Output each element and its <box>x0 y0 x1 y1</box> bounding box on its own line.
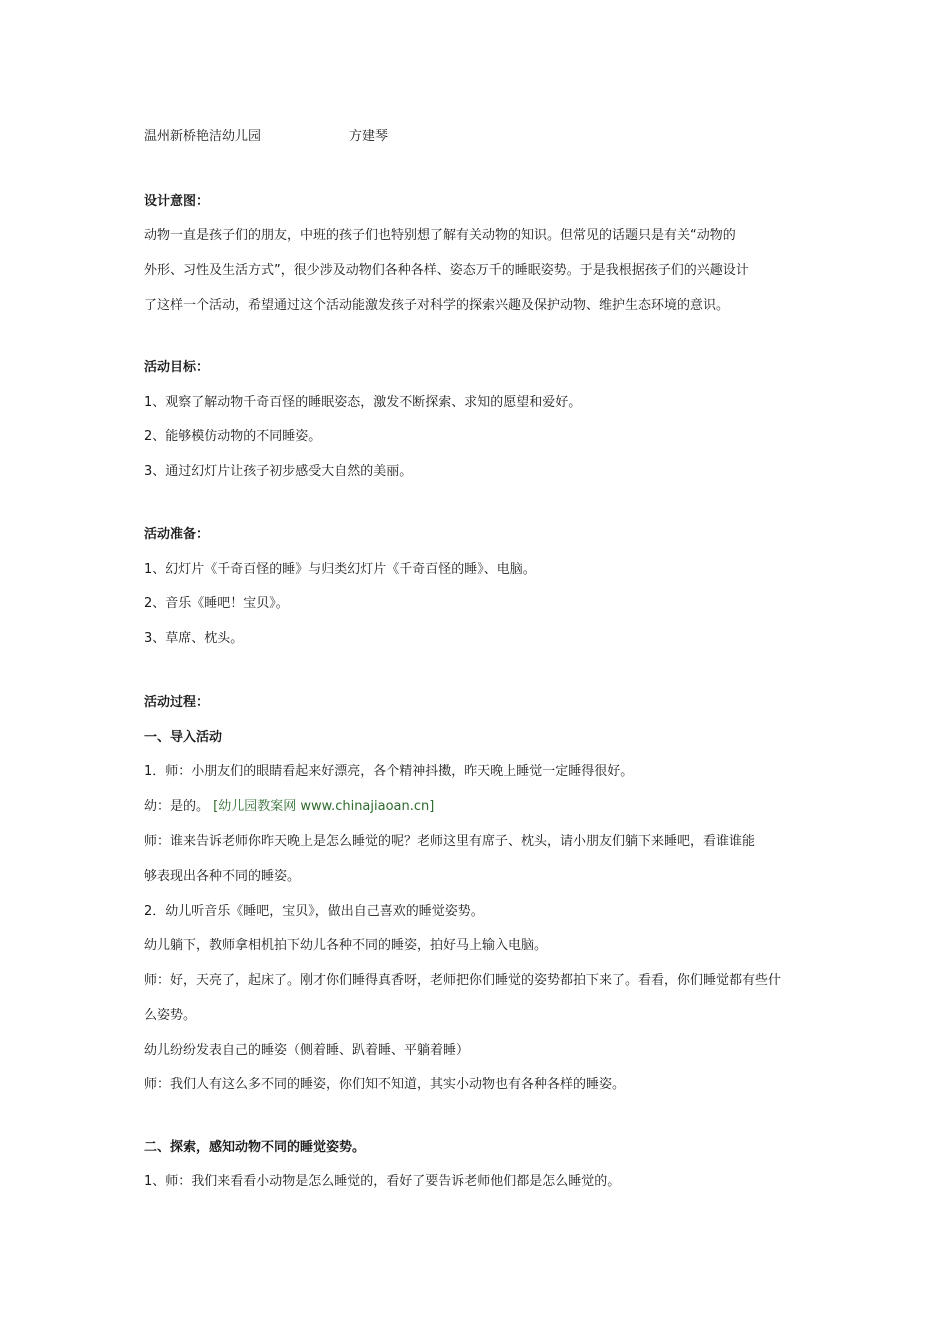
goal-item-2: 2、能够模仿动物的不同睡姿。 <box>144 429 322 444</box>
section1-line-10: 师：我们人有这么多不同的睡姿，你们知不知道，其实小动物也有各种各样的睡姿。 <box>144 1077 626 1092</box>
design-intent-line-2: 外形、习性及生活方式”，很少涉及动物们各种各样、姿态万千的睡眠姿势。于是我根据孩子们的兴趣设计 <box>144 263 749 278</box>
preparation-item-2: 2、音乐《睡吧！宝贝》。 <box>144 596 289 611</box>
section1-line-2 <box>144 797 814 817</box>
section1-line-4: 够表现出各种不同的睡姿。 <box>144 869 301 884</box>
section1-line-9: 幼儿纷纷发表自己的睡姿（侧着睡、趴着睡、平躺着睡） <box>144 1043 470 1058</box>
preparation-heading: 活动准备： <box>144 527 210 542</box>
school-name: 温州新桥艳洁幼儿园 <box>144 129 262 144</box>
section1-line-3: 师：谁来告诉老师你昨天晚上是怎么睡觉的呢？老师这里有席子、枕头，请小朋友们躺下来睡吧，看谁谁能 <box>144 834 756 849</box>
header-line <box>144 127 814 147</box>
section1-line-8: 么姿势。 <box>144 1008 197 1023</box>
section1-title: 一、导入活动 <box>144 730 223 745</box>
process-heading: 活动过程： <box>144 695 210 710</box>
section1-line-5: 2．幼儿听音乐《睡吧，宝贝》，做出自己喜欢的睡觉姿势。 <box>144 904 484 919</box>
design-intent-heading: 设计意图： <box>144 194 210 209</box>
goals-heading: 活动目标： <box>144 360 210 375</box>
design-intent-line-1: 动物一直是孩子们的朋友，中班的孩子们也特别想了解有关动物的知识。但常见的话题只是有关“动物的 <box>144 228 736 243</box>
section1-line-1: 1．师：小朋友们的眼睛看起来好漂亮，各个精神抖擞，昨天晚上睡觉一定睡得很好。 <box>144 764 634 779</box>
child-reply: 幼：是的。 <box>144 799 210 814</box>
goal-item-3: 3、通过幻灯片让孩子初步感受大自然的美丽。 <box>144 464 413 479</box>
section2-title: 二、探索，感知动物不同的睡觉姿势。 <box>144 1140 366 1155</box>
design-intent-line-3: 了这样一个活动，希望通过这个活动能激发孩子对科学的探索兴趣及保护动物、维护生态环境的意识。 <box>144 298 730 313</box>
author-name: 方建琴 <box>349 129 389 144</box>
preparation-item-1: 1、幻灯片《千奇百怪的睡》与归类幻灯片《千奇百怪的睡》、电脑。 <box>144 562 536 577</box>
preparation-item-3: 3、草席、枕头。 <box>144 631 244 646</box>
section2-line-1: 1、师：我们来看看小动物是怎么睡觉的，看好了要告诉老师他们都是怎么睡觉的。 <box>144 1174 621 1189</box>
website-link[interactable]: [幼儿园教案网 www.chinajiaoan.cn] <box>213 799 435 814</box>
goal-item-1: 1、观察了解动物千奇百怪的睡眠姿态，激发不断探索、求知的愿望和爱好。 <box>144 395 582 410</box>
section1-line-7: 师：好，天亮了，起床了。刚才你们睡得真香呀，老师把你们睡觉的姿势都拍下来了。看看，你们睡觉都有些什 <box>144 973 782 988</box>
section1-line-6: 幼儿躺下，教师拿相机拍下幼儿各种不同的睡姿，拍好马上输入电脑。 <box>144 938 548 953</box>
